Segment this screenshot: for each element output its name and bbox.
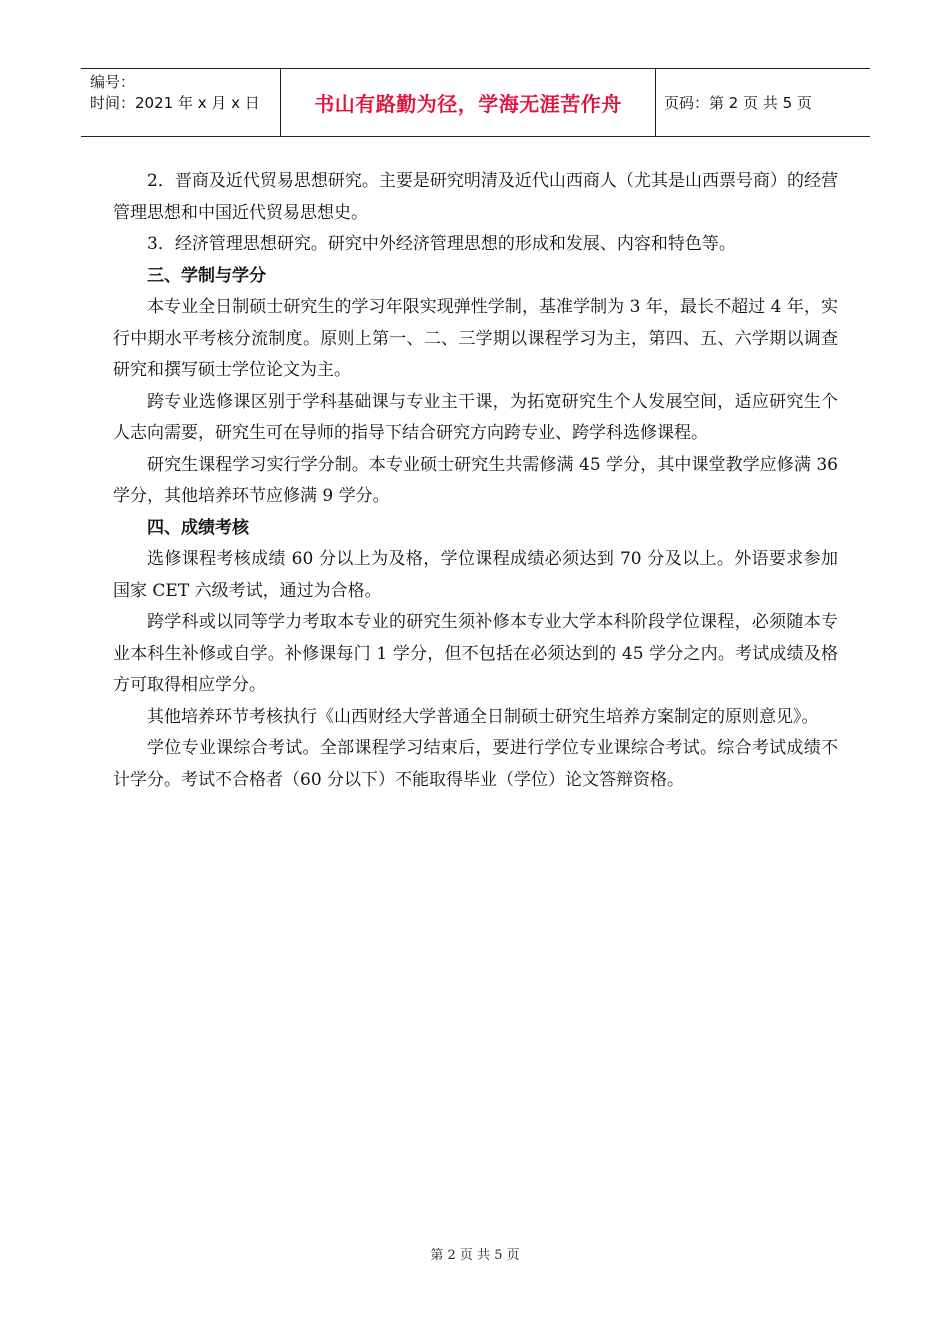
header-page-code (656, 69, 870, 136)
section-heading: 四、成绩考核 (147, 517, 249, 538)
body-paragraph: 选修课程考核成绩 60 分以上为及格，学位课程成绩必须达到 70 分及以上。外语要求参加国家 CET 六级考试，通过为合格。 (113, 549, 838, 601)
section-heading: 三、学制与学分 (147, 265, 266, 286)
document-body (113, 166, 838, 796)
page-footer (0, 1244, 950, 1263)
number-label: 编号： (90, 73, 136, 91)
body-paragraph: 跨学科或以同等学力考取本专业的研究生须补修本专业大学本科阶段学位课程，必须随本专业本科生补修或自学。补修课每门 1 学分，但不包括在必须达到的 45 学分之内。考试成绩及格方可取得相应学分。 (113, 612, 838, 695)
motto-text: 书山有路勤为径，学海无涯苦作舟 (314, 92, 622, 116)
body-paragraph: 学位专业课综合考试。全部课程学习结束后，要进行学位专业课综合考试。综合考试成绩不计学分。考试不合格者（60 分以下）不能取得毕业（学位）论文答辩资格。 (113, 738, 838, 790)
body-paragraph: 本专业全日制硕士研究生的学习年限实现弹性学制，基准学制为 3 年，最长不超过 4 年，实行中期水平考核分流制度。原则上第一、二、三学期以课程学习为主，第四、五、六学期以调查研究和撰写硕士学位论文为主。 (113, 297, 838, 380)
header-meta (81, 69, 281, 136)
body-paragraph: 跨专业选修课区别于学科基础课与专业主干课，为拓宽研究生个人发展空间，适应研究生个人志向需要，研究生可在导师的指导下结合研究方向跨专业、跨学科选修课程。 (113, 391, 838, 443)
page-code-text: 页码：第 2 页 共 5 页 (664, 94, 812, 112)
footer-page-number: 第 2 页 共 5 页 (430, 1248, 520, 1263)
body-paragraph: 研究生课程学习实行学分制。本专业硕士研究生共需修满 45 学分，其中课堂教学应修满 36 学分，其他培养环节应修满 9 学分。 (113, 454, 838, 506)
header-motto (281, 69, 656, 136)
time-label: 时间：2021 年 x 月 x 日 (90, 94, 260, 112)
body-paragraph: 3．经济管理思想研究。研究中外经济管理思想的形成和发展、内容和特色等。 (147, 234, 736, 254)
body-paragraph: 其他培养环节考核执行《山西财经大学普通全日制硕士研究生培养方案制定的原则意见》。 (147, 706, 819, 727)
page-header (81, 68, 870, 137)
body-paragraph: 2．晋商及近代贸易思想研究。主要是研究明清及近代山西商人（尤其是山西票号商）的经营管理思想和中国近代贸易思想史。 (113, 171, 838, 223)
